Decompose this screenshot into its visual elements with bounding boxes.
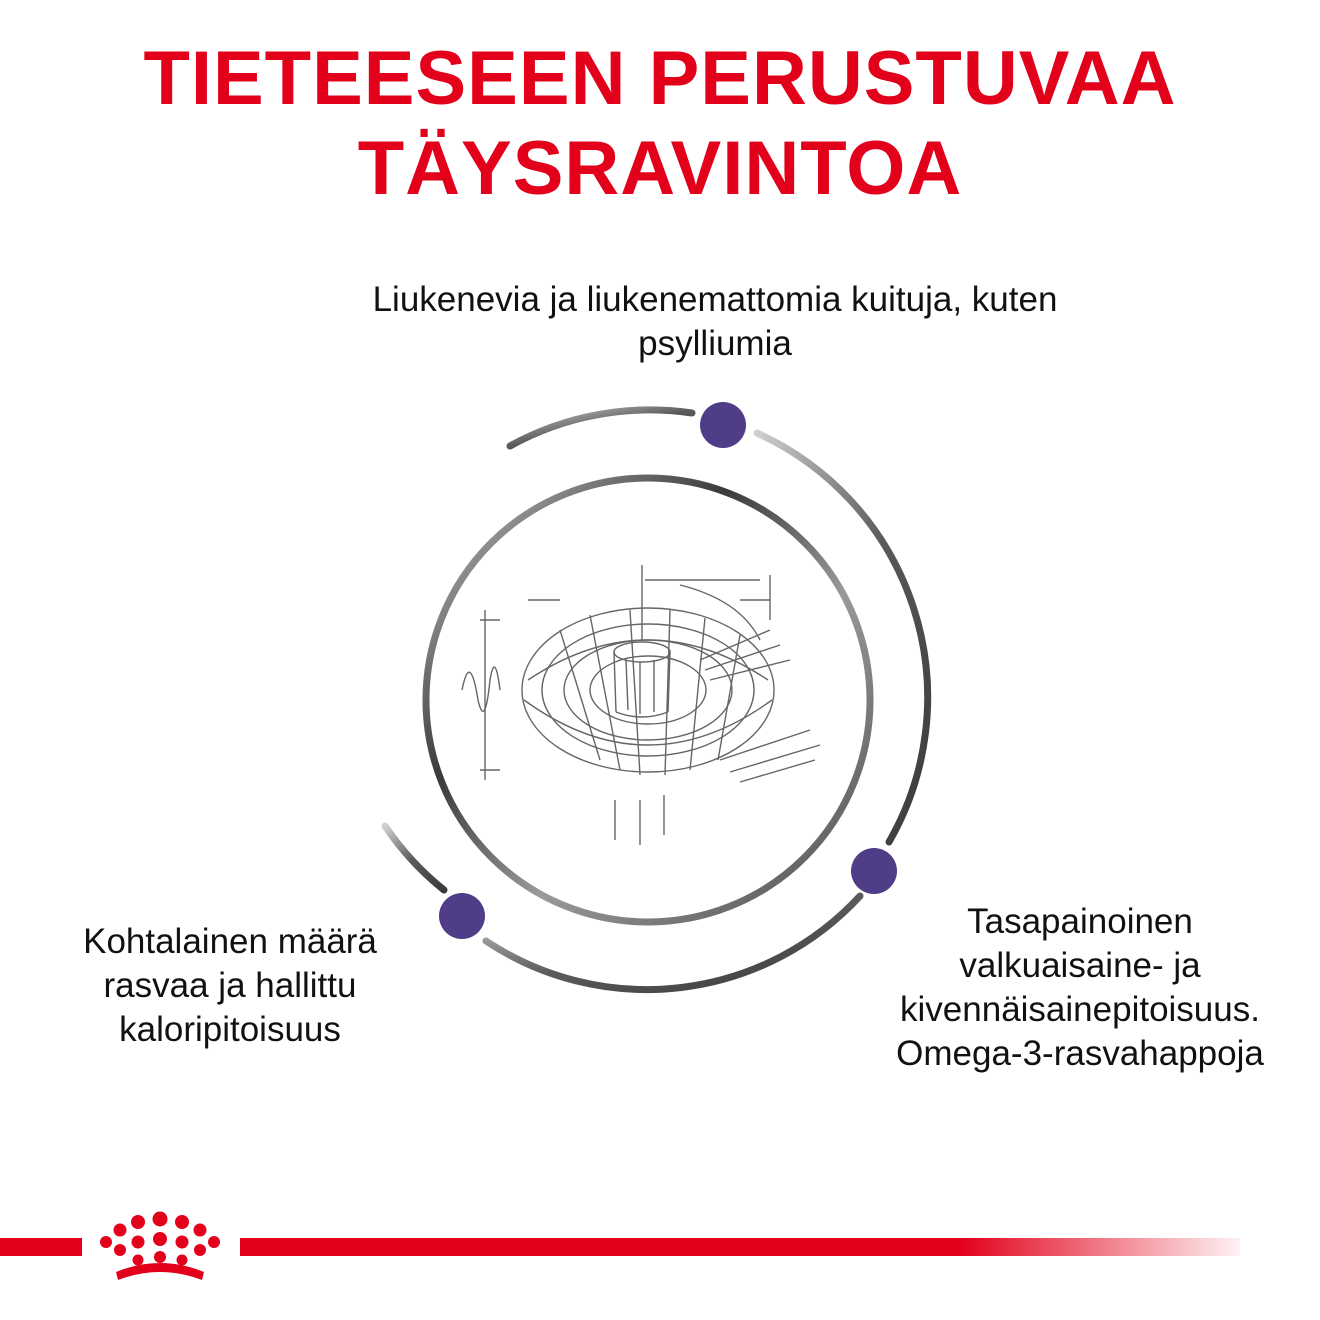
outer-ring-arc-left <box>385 826 444 890</box>
feature-protein-line-3: kivennäisainepitoisuus. <box>900 990 1260 1029</box>
feature-dot-top <box>700 402 746 448</box>
feature-protein-line-4: Omega-3-rasvahappoja <box>896 1034 1264 1073</box>
kibble-sketch-icon <box>462 565 820 845</box>
feature-fibres-line-2: psylliumia <box>638 324 792 363</box>
outer-ring-arc-right <box>757 433 928 842</box>
brand-footer <box>0 1200 1320 1280</box>
outer-ring-arc-bottom <box>486 896 860 990</box>
inner-ring <box>426 478 870 922</box>
feature-fibres-line-1: Liukenevia ja liukenemattomia kuituja, kuten <box>372 280 1058 319</box>
feature-protein-line-2: valkuaisaine- ja <box>959 946 1201 985</box>
feature-protein-line-1: Tasapainoinen <box>967 902 1193 941</box>
brand-bar-left <box>0 1238 82 1256</box>
title-line-1: TIETEESEEN PERUSTUVAA <box>143 36 1177 121</box>
outer-ring-arc-top <box>510 410 692 446</box>
feature-dot-left <box>439 893 485 939</box>
feature-fat-line-2: rasvaa ja hallittu <box>103 966 357 1005</box>
feature-fat-line-1: Kohtalainen määrä <box>83 922 377 961</box>
feature-dot-right <box>851 848 897 894</box>
title-line-2: TÄYSRAVINTOA <box>357 126 963 211</box>
brand-bar-right <box>240 1238 1240 1256</box>
feature-fat-line-3: kaloripitoisuus <box>119 1010 341 1049</box>
crown-logo-icon <box>90 1206 230 1286</box>
